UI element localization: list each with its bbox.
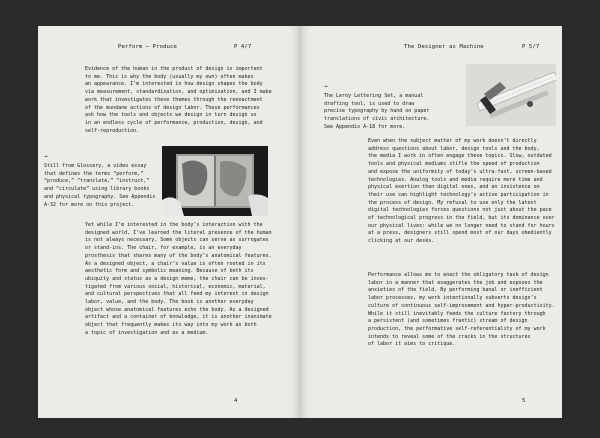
right-header-title: The Designer as Machine [404, 44, 484, 50]
lettering-set-graphic [466, 64, 556, 126]
right-page-number: 5 [522, 398, 526, 404]
right-paragraph-2: Performance allows me to enact the obligatory task of design labor in a manner that exaggerates the job and exposes the anxieties of the field. By performing banal or inefficient labor processes, my work intentionally subverts design’s culture of continuous self-improvement and hyper-productivity. While it still inevitably feeds the culture factory through a persistent (and sometimes frantic) stream of design production, the performative self-referentiality of my work intends to reveal some of the cracks in the structures of labor it aims to critique. [368, 272, 555, 348]
left-header-page: P 4/7 [234, 44, 252, 50]
book-photo-graphic [162, 146, 268, 216]
right-paragraph-1: Even when the subject matter of my work doesn’t directly address questions about labor, design tools and the body, the media I work in often engage these topics. Slow, outdated tools and physical mediums stifle the speed of production and expose the uniformity of today’s ultra-fast, screen-based technologies. Analog tools and media require more time and physical exertion than digital ones, and an insistence on their use can highlight technology’s active participation in the process of design. My refusal to use only the latest digital technologies forces questions not just about the pace of technological progress in the field, but its dominance over our physical lives: while we no longer need to stand for hours at a press, designers still spend most of our days obediently clicking at our desks. [368, 138, 555, 245]
left-arrow-icon: → [44, 153, 48, 160]
right-header-page: P 5/7 [522, 44, 540, 50]
left-header-title: Perform – Produce [118, 44, 177, 50]
left-paragraph-2: Yet while I’m interested in the body’s interaction with the designed world, I’ve learned the literal presence of the human is not always necessary. Some objects can serve as surrogates or stand-ins. The chair, for example, is an everyday prosthesis that shares many of the body’s anatomical features. As a designed object, a chair’s value is often rooted in its aesthetic form and symbolic meaning. Because of both its ubiquity and status as a design meme, the chair can be inves- tigated from various social, historical, economic, material, and cultural perspectives that all feed my interest in design labor, value, and the body. The book is another everyday object whose anatomical features echo the body. As a designed artifact and a container of knowledge, it is another inanimate object that frequently makes its way into my work as both a topic of investigation and as a medium. [85, 222, 272, 336]
book-photo [162, 146, 268, 216]
lettering-set-photo [466, 64, 556, 126]
left-page [38, 26, 300, 418]
right-caption: The Leroy Lettering Set, a manual drafting tool, is used to draw precise typography by hand on paper translations of civic architecture. See Appendix A-18 for more. [324, 93, 430, 130]
right-page [300, 26, 562, 418]
left-caption: Still from Glossary, a video essay that defines the terms “perform,” “produce,” “translate,” “instruct,” and “circulate” using library books and physical typography. See Appendix A-32 for more on this project. [44, 163, 156, 208]
left-page-number: 4 [234, 398, 238, 404]
left-paragraph-1: Evidence of the human in the product of design is important to me. This is why the body (usually my own) often makes an appearance. I’m interested in how design shapes the body via measurement, standardization, and optimization, and I make work that investigates these themes through the reenactment of the mundane actions of design labor. These performances ask how the tools and objects we design in turn design us in an endless cycle of performance, production, design, and self-reproduction. [85, 66, 272, 134]
right-arrow-icon: → [324, 83, 328, 90]
